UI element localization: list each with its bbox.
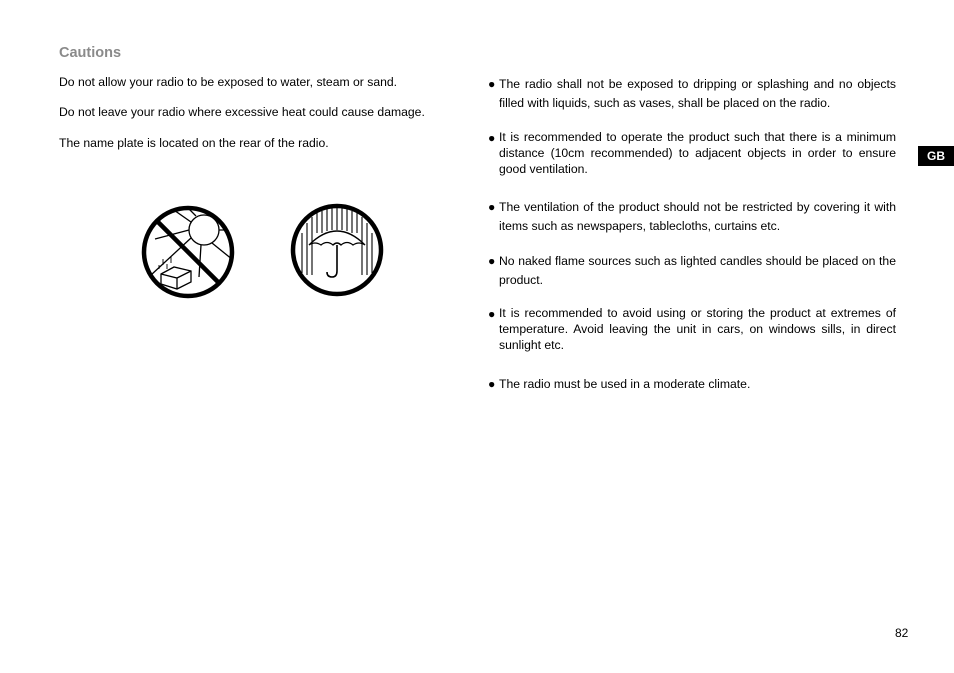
list-item-text: The radio must be used in a moderate climate. xyxy=(499,377,751,391)
list-item xyxy=(488,252,896,290)
list-item-text: It is recommended to operate the product such that there is a minimum distance (10cm recommended) to adjacent objects in order to ensure good ventilation. xyxy=(499,130,896,176)
list-item xyxy=(488,198,896,236)
list-item-text: The ventilation of the product should not be restricted by covering it with items such as newspapers, tablecloths, curtains etc. xyxy=(499,200,896,233)
list-item xyxy=(488,75,896,113)
list-item-text: The radio shall not be exposed to dripping or splashing and no objects filled with liquids, such as vases, shall be placed on the radio. xyxy=(499,77,896,110)
bullet-icon: ● xyxy=(488,131,496,145)
list-item xyxy=(488,129,896,177)
bullet-icon: ● xyxy=(488,377,496,391)
page-number: 82 xyxy=(895,626,909,640)
caution-paragraph-name-plate: The name plate is located on the rear of the radio. xyxy=(59,136,329,150)
list-item-text: It is recommended to avoid using or storing the product at extremes of temperature. Avoid leaving the unit in cars, on windows sills, in direct sunlight etc. xyxy=(499,306,896,352)
bullet-icon: ● xyxy=(488,254,496,268)
bullet-icon: ● xyxy=(488,307,496,321)
bullet-icon: ● xyxy=(488,77,496,91)
caution-paragraph-water: Do not allow your radio to be exposed to water, steam or sand. xyxy=(59,75,398,89)
umbrella-rain-icon xyxy=(290,203,384,297)
caution-paragraph-heat: Do not leave your radio where excessive heat could cause damage. xyxy=(59,105,425,119)
list-item xyxy=(488,305,896,353)
list-item xyxy=(488,375,896,394)
bullet-icon: ● xyxy=(488,200,496,214)
section-title: Cautions xyxy=(59,45,122,61)
no-heat-steam-icon xyxy=(141,205,235,299)
list-item-text: No naked flame sources such as lighted candles should be placed on the product. xyxy=(499,254,896,287)
language-tab: GB xyxy=(918,146,954,166)
